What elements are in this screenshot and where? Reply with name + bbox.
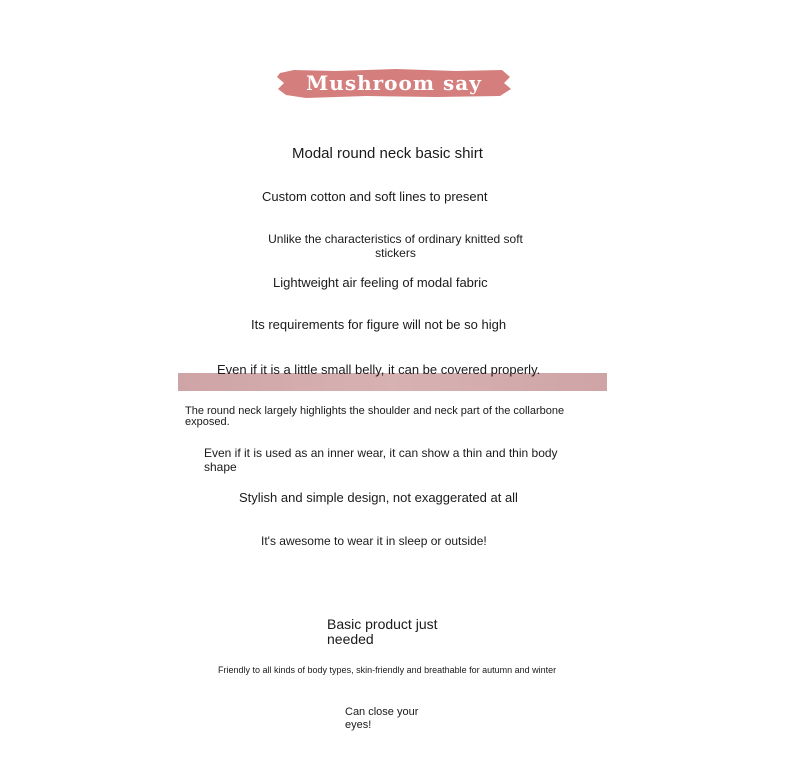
feature-line-stylish: Stylish and simple design, not exaggerated at all [239, 490, 518, 505]
feature-line-sleep: It's awesome to wear it in sleep or outside! [261, 534, 487, 548]
feature-line-knitted: Unlike the characteristics of ordinary knitted soft stickers [268, 232, 523, 260]
product-heading: Modal round neck basic shirt [292, 145, 483, 162]
feature-line-close-eyes: Can close your eyes! [345, 706, 419, 731]
title-badge [276, 67, 512, 99]
feature-line-round-neck: The round neck largely highlights the shoulder and neck part of the collarbone exposed. [185, 405, 565, 428]
badge-title: Mushroom say [306, 71, 482, 95]
feature-line-figure: Its requirements for figure will not be so high [251, 317, 507, 332]
feature-line-lightweight: Lightweight air feeling of modal fabric [273, 275, 488, 290]
feature-line-cotton: Custom cotton and soft lines to present [262, 189, 488, 204]
feature-line-basic-product: Basic product just needed [327, 616, 438, 647]
feature-line-inner-wear: Even if it is used as an inner wear, it can show a thin and thin body shape [204, 446, 558, 474]
feature-line-belly: Even if it is a little small belly, it can be covered properly. [217, 362, 541, 377]
feature-line-body-types: Friendly to all kinds of body types, skin-friendly and breathable for autumn and winter [218, 665, 557, 675]
